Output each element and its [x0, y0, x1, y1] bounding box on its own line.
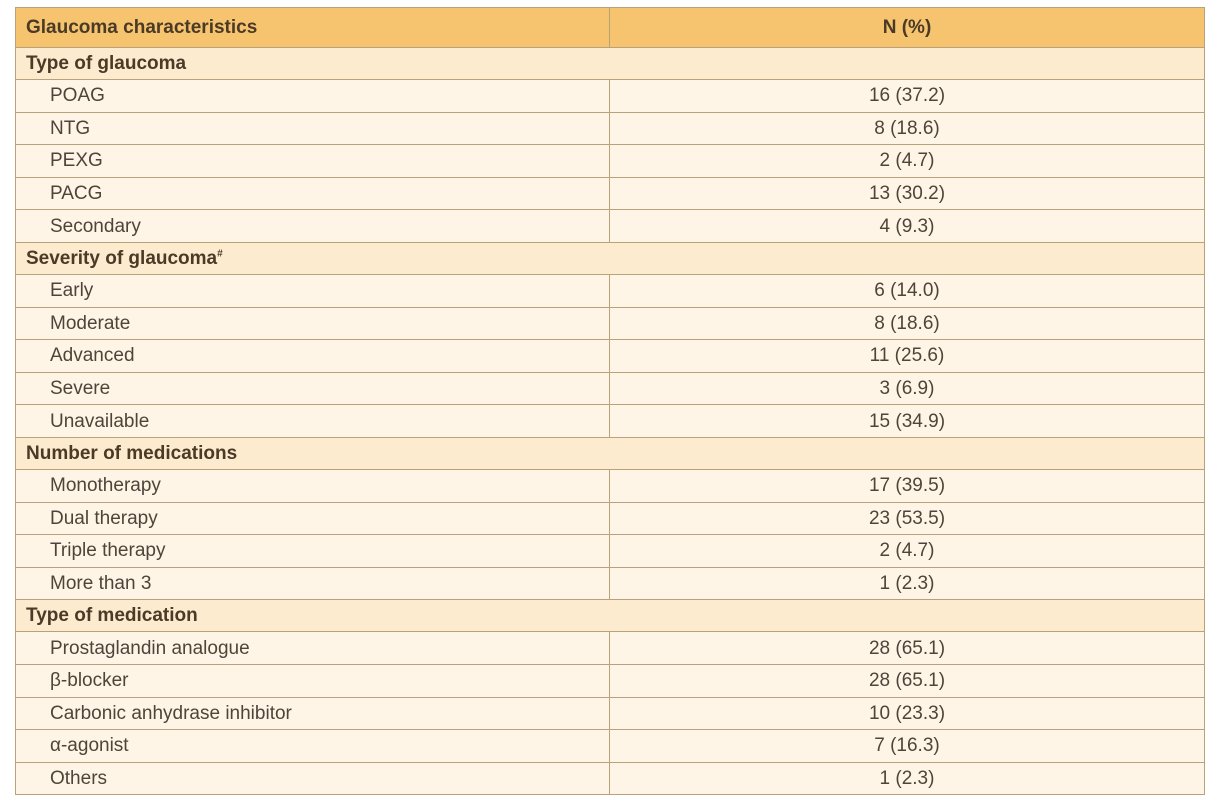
glaucoma-characteristics-table-container	[15, 7, 1204, 795]
section-title-cell	[16, 242, 1205, 274]
table-row	[16, 112, 1205, 145]
row-value: 6 (14.0)	[610, 274, 1205, 307]
row-label: POAG	[16, 80, 610, 113]
column-header-characteristics: Glaucoma characteristics	[16, 8, 610, 48]
row-label: PACG	[16, 177, 610, 210]
row-label: NTG	[16, 112, 610, 145]
row-value: 3 (6.9)	[610, 372, 1205, 405]
cropped-caption-strip	[0, 0, 1232, 7]
section-title: Type of glaucoma	[26, 53, 187, 74]
table-row	[16, 535, 1205, 568]
footnote-mark: #	[217, 248, 223, 260]
section-title: Number of medications	[26, 442, 238, 464]
row-label: Severe	[16, 372, 610, 405]
row-value: 2 (4.7)	[610, 145, 1205, 178]
row-label: Secondary	[16, 210, 610, 243]
row-label: Triple therapy	[16, 535, 610, 568]
row-value: 15 (34.9)	[610, 405, 1205, 438]
row-label: Early	[16, 274, 610, 307]
row-value: 23 (53.5)	[610, 502, 1205, 535]
row-label: Moderate	[16, 307, 610, 340]
row-value: 2 (4.7)	[610, 535, 1205, 568]
table-row	[16, 340, 1205, 373]
section-header-row	[16, 242, 1205, 274]
table-row	[16, 210, 1205, 243]
table-row	[16, 372, 1205, 405]
section-title: Type of medication	[26, 605, 198, 627]
row-label: Prostaglandin analogue	[16, 632, 610, 665]
section-header-row	[16, 48, 1205, 80]
section-title-cell	[16, 437, 1205, 469]
row-label: Carbonic anhydrase inhibitor	[16, 697, 610, 730]
row-value: 10 (23.3)	[610, 697, 1205, 730]
row-value: 8 (18.6)	[610, 112, 1205, 145]
row-value: 28 (65.1)	[610, 664, 1205, 697]
row-label: β-blocker	[16, 664, 610, 697]
row-label: Others	[16, 762, 610, 795]
section-title-cell	[16, 48, 1205, 80]
row-value: 16 (37.2)	[610, 80, 1205, 113]
table-body	[16, 48, 1205, 795]
row-label: Dual therapy	[16, 502, 610, 535]
table-row	[16, 664, 1205, 697]
table-row	[16, 697, 1205, 730]
table-header-row	[16, 8, 1205, 48]
table-row	[16, 567, 1205, 600]
row-value: 13 (30.2)	[610, 177, 1205, 210]
row-label: Advanced	[16, 340, 610, 373]
row-value: 8 (18.6)	[610, 307, 1205, 340]
table-row	[16, 307, 1205, 340]
row-label: Monotherapy	[16, 469, 610, 502]
row-value: 28 (65.1)	[610, 632, 1205, 665]
row-value: 1 (2.3)	[610, 762, 1205, 795]
table-row	[16, 274, 1205, 307]
table-row	[16, 177, 1205, 210]
row-value: 17 (39.5)	[610, 469, 1205, 502]
section-header-row	[16, 600, 1205, 632]
row-label: PEXG	[16, 145, 610, 178]
row-value: 7 (16.3)	[610, 730, 1205, 763]
row-label: Unavailable	[16, 405, 610, 438]
row-value: 1 (2.3)	[610, 567, 1205, 600]
section-title: Severity of glaucoma	[26, 247, 218, 269]
table-row	[16, 405, 1205, 438]
row-label: More than 3	[16, 567, 610, 600]
table-row	[16, 145, 1205, 178]
column-header-n-percent: N (%)	[610, 8, 1205, 48]
row-value: 11 (25.6)	[610, 340, 1205, 373]
table-row	[16, 762, 1205, 795]
row-label: α-agonist	[16, 730, 610, 763]
table-row	[16, 502, 1205, 535]
section-header-row	[16, 437, 1205, 469]
table-row	[16, 469, 1205, 502]
table-row	[16, 730, 1205, 763]
table-row	[16, 632, 1205, 665]
table-row	[16, 80, 1205, 113]
section-title-cell	[16, 600, 1205, 632]
row-value: 4 (9.3)	[610, 210, 1205, 243]
glaucoma-characteristics-table	[15, 7, 1205, 795]
